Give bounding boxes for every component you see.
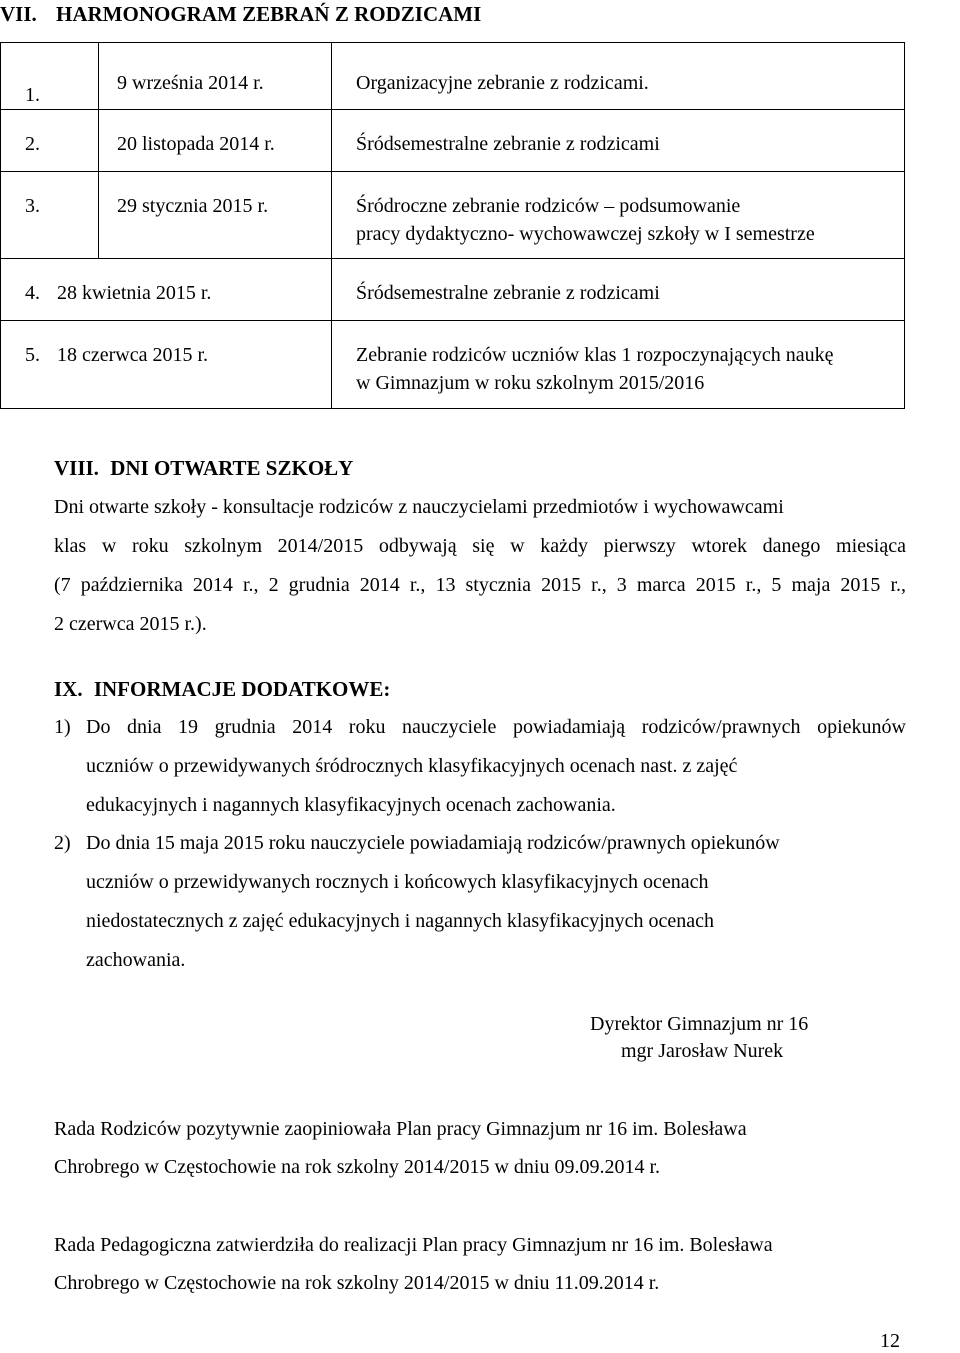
section-7-heading	[0, 2, 481, 27]
row-description	[332, 321, 905, 409]
row-number-date	[1, 321, 332, 409]
table-row	[1, 43, 905, 110]
list-item-line: Do dnia 15 maja 2015 roku nauczyciele powiadamiają rodziców/prawnych opiekunów	[86, 832, 780, 854]
paragraph-text: klas w roku szkolnym 2014/2015 odbywają się w każdy pierwszy wtorek danego miesiąca	[54, 535, 906, 557]
paragraph-line	[54, 496, 906, 519]
list-item-line: uczniów o przewidywanych śródrocznych klasyfikacyjnych ocenach nast. z zajęć	[86, 755, 738, 777]
approval-note-line: Rada Pedagogiczna zatwierdziła do realizacji Plan pracy Gimnazjum nr 16 im. Bolesława	[54, 1234, 773, 1256]
table-row	[1, 172, 905, 259]
list-item-number: 1)	[54, 716, 71, 738]
row-date: 9 września 2014 r.	[99, 43, 332, 110]
row-description-line: Śródroczne zebranie rodziców – podsumowanie	[356, 195, 741, 217]
meetings-schedule-table	[0, 42, 905, 409]
list-item-line: uczniów o przewidywanych rocznych i końcowych klasyfikacyjnych ocenach	[86, 871, 709, 893]
row-description: Śródsemestralne zebranie z rodzicami	[332, 110, 905, 172]
paragraph-text: Dni otwarte szkoły - konsultacje rodziców z nauczycielami przedmiotów i wychowawcami	[54, 496, 784, 518]
row-number: 5.	[25, 344, 40, 366]
list-item-line: edukacyjnych i nagannych klasyfikacyjnych ocenach zachowania.	[86, 794, 616, 816]
paragraph-line	[54, 574, 906, 597]
signature-name: mgr Jarosław Nurek	[621, 1040, 784, 1062]
paragraph-text: (7 października 2014 r., 2 grudnia 2014 r., 13 stycznia 2015 r., 3 marca 2015 r., 5 maja 2015 r.,	[54, 574, 906, 596]
section-9-number: IX.	[54, 677, 83, 701]
paragraph-text: 2 czerwca 2015 r.).	[54, 613, 207, 635]
row-date: 29 stycznia 2015 r.	[99, 172, 332, 259]
section-8-heading	[54, 456, 353, 481]
row-description-line: Zebranie rodziców uczniów klas 1 rozpoczynających naukę	[356, 344, 834, 366]
row-date: 18 czerwca 2015 r.	[57, 344, 209, 366]
list-item-number: 2)	[54, 832, 71, 854]
row-description-line: pracy dydaktyczno- wychowawczej szkoły w I semestrze	[356, 223, 815, 245]
row-number: 1.	[1, 43, 99, 110]
row-description	[332, 172, 905, 259]
paragraph-line	[54, 613, 207, 636]
table-row	[1, 321, 905, 409]
page-number: 12	[880, 1330, 900, 1352]
approval-note-line: Chrobrego w Częstochowie na rok szkolny 2014/2015 w dniu 11.09.2014 r.	[54, 1272, 660, 1294]
list-item-line: niedostatecznych z zajęć edukacyjnych i nagannych klasyfikacyjnych ocenach	[86, 910, 715, 932]
row-number: 4.	[25, 282, 40, 304]
signature-title: Dyrektor Gimnazjum nr 16	[590, 1013, 809, 1035]
row-description: Śródsemestralne zebranie z rodzicami	[332, 259, 905, 321]
list-item-line: Do dnia 19 grudnia 2014 roku nauczyciele powiadamiają rodziców/prawnych opiekunów	[86, 716, 906, 738]
section-8-number: VIII.	[54, 456, 99, 480]
approval-note-line: Rada Rodziców pozytywnie zaopiniowała Plan pracy Gimnazjum nr 16 im. Bolesława	[54, 1118, 747, 1140]
row-date: 20 listopada 2014 r.	[99, 110, 332, 172]
paragraph-line	[54, 535, 906, 558]
approval-note-line: Chrobrego w Częstochowie na rok szkolny 2014/2015 w dniu 09.09.2014 r.	[54, 1156, 661, 1178]
table-row	[1, 259, 905, 321]
section-7-number: VII.	[0, 2, 37, 26]
row-description: Organizacyjne zebranie z rodzicami.	[332, 43, 905, 110]
section-9-heading	[54, 677, 390, 702]
section-7-title: HARMONOGRAM ZEBRAŃ Z RODZICAMI	[56, 2, 482, 26]
row-number: 2.	[1, 110, 99, 172]
row-number: 3.	[1, 172, 99, 259]
row-date: 28 kwietnia 2015 r.	[57, 282, 212, 304]
row-description-line: w Gimnazjum w roku szkolnym 2015/2016	[356, 372, 705, 394]
row-number-date	[1, 259, 332, 321]
table-row	[1, 110, 905, 172]
section-8-title: DNI OTWARTE SZKOŁY	[110, 456, 354, 480]
section-9-title: INFORMACJE DODATKOWE:	[93, 677, 391, 701]
list-item-line: zachowania.	[86, 949, 186, 971]
